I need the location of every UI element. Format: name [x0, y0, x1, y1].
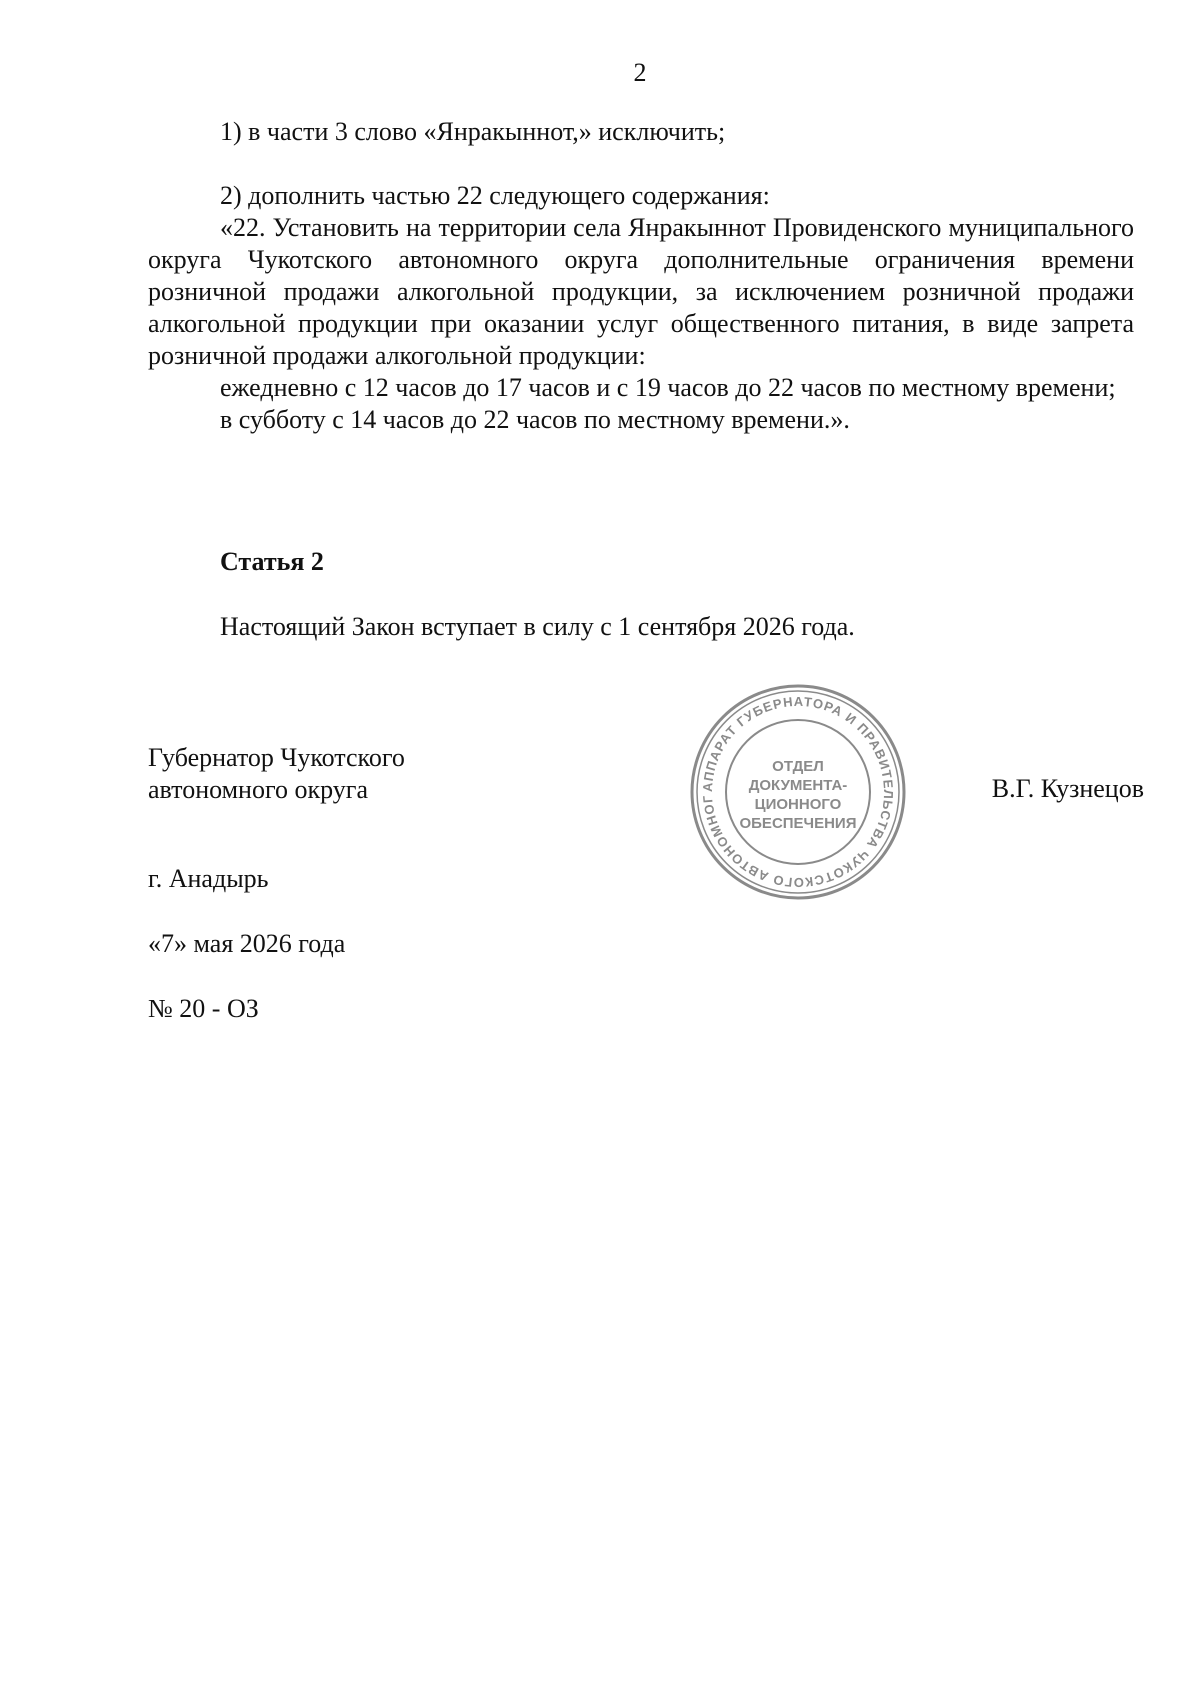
- article-2-heading: Статья 2: [220, 547, 324, 576]
- official-stamp: [688, 682, 908, 902]
- article-2-text: Настоящий Закон вступает в силу с 1 сентября 2026 года.: [220, 612, 855, 641]
- signatory-position-line-1: Губернатор Чукотского: [148, 743, 405, 772]
- signatory-position-line-2: автономного округа: [148, 775, 368, 804]
- stamp-seal-icon: [688, 682, 908, 902]
- daily-restriction: ежедневно с 12 часов до 17 часов и с 19 часов до 22 часов по местному времени;: [220, 373, 1116, 402]
- amendment-item-1: 1) в части 3 слово «Янракыннот,» исключить;: [220, 117, 726, 146]
- stamp-line-3: ЦИОННОГО: [754, 796, 842, 813]
- page-number: 2: [633, 58, 647, 87]
- signing-date: «7» мая 2026 года: [148, 929, 346, 958]
- stamp-line-2: ДОКУМЕНТА-: [748, 777, 848, 794]
- signatory-name: В.Г. Кузнецов: [991, 774, 1144, 803]
- signatory-position: [148, 742, 405, 806]
- stamp-ring-text: АППАРАТ ГУБЕРНАТОРА И ПРАВИТЕЛЬСТВА ЧУКОТСКОГО АВТОНОМНОГ: [699, 693, 897, 891]
- article-2-section: [148, 546, 1134, 643]
- part-22-text: «22. Установить на территории села Янракыннот Провиденского муниципального округа Чукотского автономного округа дополнительные ограничения времени розничной продажи алкогольной продукции, за исключением розничной продажи алкогольной продукции при оказании услуг общественного питания, в виде запрета розничной продажи алкогольной продукции:: [148, 213, 1134, 370]
- stamp-line-4: ОБЕСПЕЧЕНИЯ: [739, 815, 857, 832]
- law-number: № 20 - ОЗ: [148, 994, 259, 1023]
- stamp-line-1: ОТДЕЛ: [772, 758, 824, 775]
- city: г. Анадырь: [148, 864, 269, 893]
- amendment-item-2: 2) дополнить частью 22 следующего содержания:: [220, 181, 770, 210]
- saturday-restriction: в субботу с 14 часов до 22 часов по местному времени.».: [220, 405, 850, 434]
- amendments-section: [148, 116, 1134, 436]
